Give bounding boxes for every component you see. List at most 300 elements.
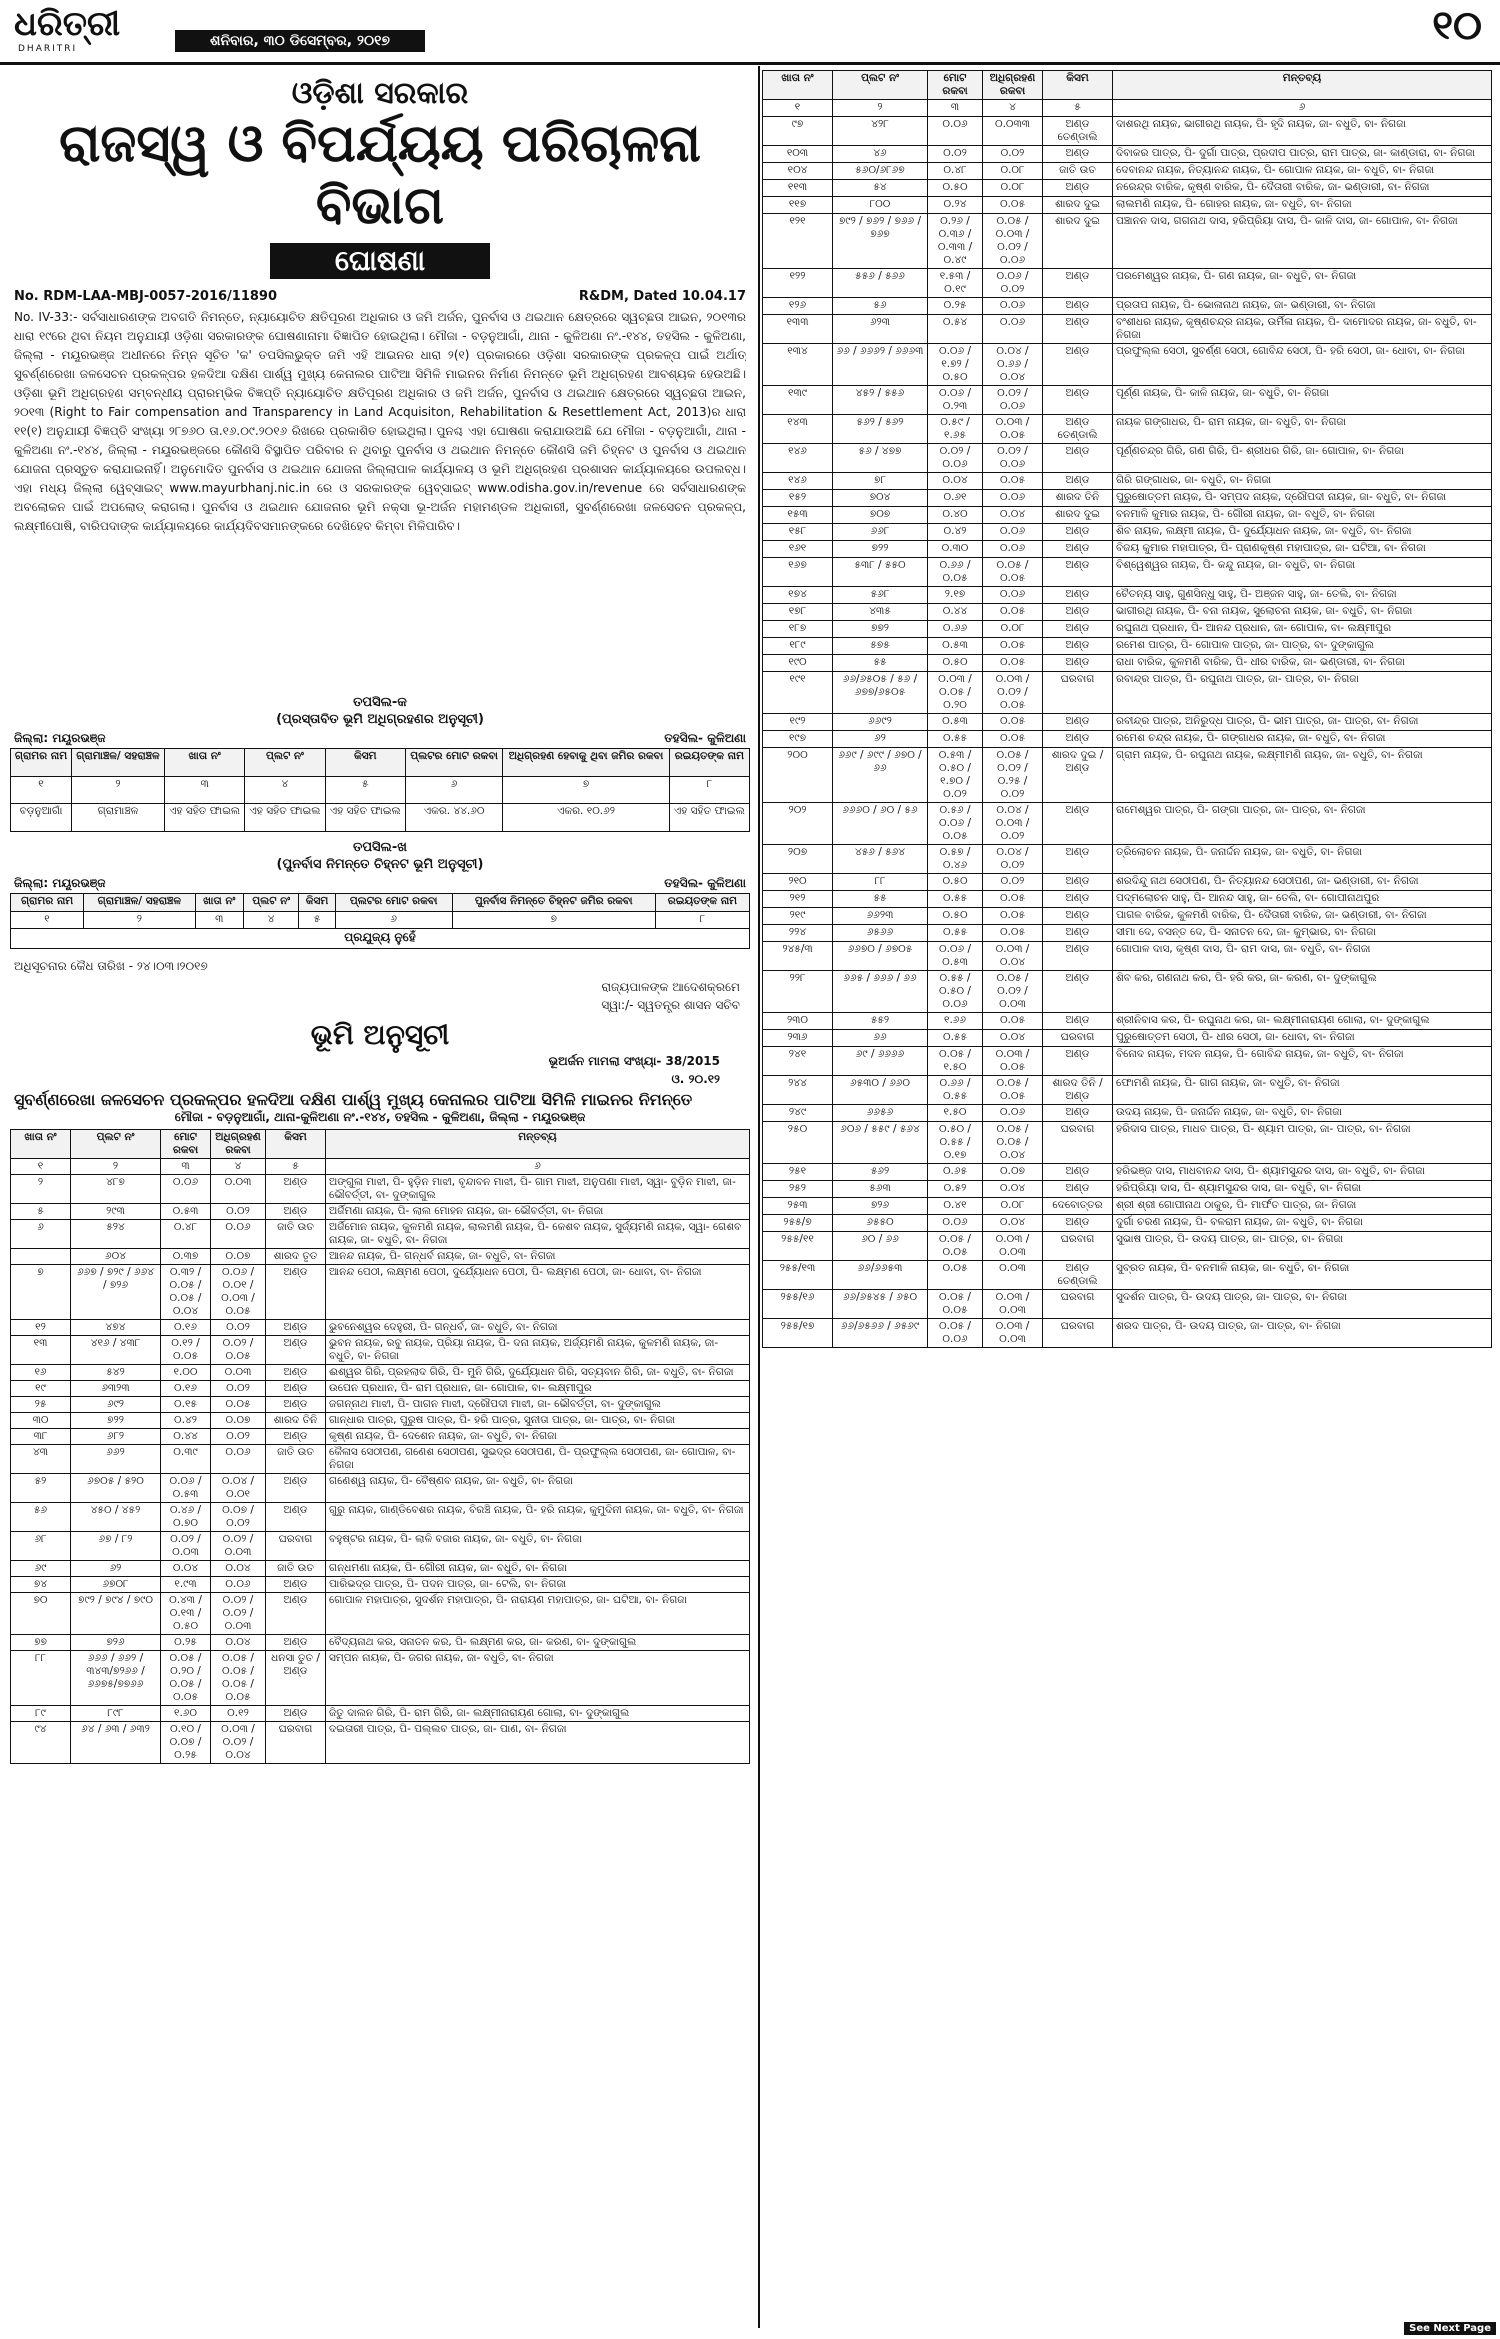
table-header: ଖାତା ନଂ	[11, 1130, 71, 1159]
table-cell: ଅଣ୍ଡ	[1043, 1105, 1113, 1122]
table-cell: ୦.୦୨	[928, 146, 983, 163]
table-cell: ଜିତୁ ଦାଲନ ଗିରି, ପି- ରାମ ଗିରି, ଜା- ଲକ୍ଷ୍ମୀନାରାୟଣ ଗୋଲା, ବା- ଦୁଙ୍କାଗୁଲ	[326, 1706, 750, 1722]
table-cell: ୦.୦୫ / ୦.୦୫	[983, 558, 1043, 587]
table-cell: ୬୭୦୫ / ୫୨୦	[71, 1474, 161, 1503]
table-cell: ୦.୦୩	[211, 1175, 266, 1204]
table-cell: ୦.୦୩ / ୦.୦୩	[983, 1232, 1043, 1261]
table-row	[11, 1381, 750, 1397]
table-row	[763, 507, 1492, 524]
table-cell: ୫୫	[833, 891, 928, 908]
table-row	[11, 1220, 750, 1249]
table-cell: ଅଣ୍ଡ	[1043, 621, 1113, 638]
table-cell: ୦.୪୬ / ୦.୭୦	[161, 1503, 211, 1532]
table-cell: ୦.୩୯	[161, 1445, 211, 1474]
table-cell: ୦.୦୨	[211, 1204, 266, 1220]
table-cell: ଉଦୟ ନାୟକ, ପି- ଜନାର୍ଦ୍ଦନ ନାୟକ, ଜା- ବଧୁତି, ବା- ନିଗଜା	[1113, 1105, 1492, 1122]
table-cell: ୬୯୨	[71, 1397, 161, 1413]
table-row	[763, 845, 1492, 874]
table-cell: ଈଶ୍ୱର ଗିରି, ପ୍ରହଲାଦ ଗିରି, ପି- ମୁନି ଗିରି, ଦୁର୍ଯ୍ୟୋଧନ ଗିରି, ସତ୍ୟବାନ ଗିରି, ଜା- ବଧୁତି, ବା- ନିଗଜା	[326, 1365, 750, 1381]
table-cell: ୨୪୧	[763, 1047, 833, 1076]
table-header: ଖାତା ନଂ	[763, 71, 833, 100]
table-cell: ୬୬ / ୬୬୬୨ / ୬୬୬୩	[833, 344, 928, 386]
table-cell: ଅଣ୍ଡ	[1043, 524, 1113, 541]
table-cell: ୦.୪୪	[161, 1429, 211, 1445]
table-cell: ଘରବାଗ	[266, 1722, 326, 1764]
table-cell: ୪୭୪	[71, 1320, 161, 1336]
table-cell: ୦.୦୨ / ୦.୦୬	[928, 444, 983, 473]
table-cell: ୦.୦୬	[211, 1445, 266, 1474]
right-table-number-row	[763, 100, 1492, 117]
table-cell: ୦.୦୪	[983, 1030, 1043, 1047]
table-cell: ୦.୦୩ / ୦.୦୪	[983, 942, 1043, 971]
table-header: ପ୍ଲଟ ନଂ	[833, 71, 928, 100]
table-row	[763, 621, 1492, 638]
table-cell: ୨୫୫/୧୩	[763, 1261, 833, 1290]
table-row	[11, 1651, 750, 1706]
table-cell: ୫୬୨	[833, 1164, 928, 1181]
table-cell: ୦.୦୩ / ୦.୦୩	[983, 1319, 1043, 1348]
table-cell: ୨୩୦	[763, 1013, 833, 1030]
table-cell: ୮୮	[11, 1651, 71, 1706]
table-cell: ୦.୧୬	[161, 1381, 211, 1397]
table-cell: ୦.୦୫	[983, 731, 1043, 748]
table-cell: ୦.୦୪ / ୦.୦୧	[211, 1474, 266, 1503]
table-cell: ୫୩୮ / ୫୫୦	[833, 558, 928, 587]
table-cell: ୦.୧୫	[161, 1397, 211, 1413]
table-cell: ୪୩	[11, 1445, 71, 1474]
schedule-b-na-row	[11, 929, 750, 949]
table-header: କିସମ	[299, 894, 335, 912]
table-row	[11, 1577, 750, 1593]
table-cell: ୫୪	[833, 180, 928, 197]
column-number: ୩	[164, 776, 244, 804]
table-cell: ୧.୦୦	[161, 1365, 211, 1381]
table-cell: ୪୫୨ / ୫୫୬	[833, 386, 928, 415]
table-cell: ସମ୍ପନ ନାୟକ, ପି- ଜଗର ନାୟକ, ଜା- ବଧୁତି, ବା- ନିଗଜା	[326, 1651, 750, 1706]
column-number: ୫	[299, 911, 335, 929]
table-cell: ୬୭ / ୮୨	[71, 1532, 161, 1561]
table-cell: ଘରବାଗ	[266, 1532, 326, 1561]
table-cell: ୫୨୪	[71, 1220, 161, 1249]
table-row	[763, 444, 1492, 473]
column-number: ୭	[503, 776, 669, 804]
table-cell: ଶାରଦ ତିନି	[266, 1413, 326, 1429]
table-cell: ୦.୦୫	[928, 1261, 983, 1290]
table-cell: ୦.୬୧	[928, 490, 983, 507]
table-cell: ୦.୩୦	[928, 541, 983, 558]
table-cell: ୫୬୨ / ୫୬୨	[833, 415, 928, 444]
table-cell: ଶରଦ ପାତ୍ର, ପି- ଉଦୟ ପାତ୍ର, ଜା- ପାତ୍ର, ବା- ନିଗଜା	[1113, 1319, 1492, 1348]
table-cell: ୦.୦୫ / ୦.୦୫	[983, 1076, 1043, 1105]
table-cell: ୦.୫୫	[928, 925, 983, 942]
table-cell: ୧୨୬	[763, 298, 833, 315]
table-cell: ୧୦୪	[763, 163, 833, 180]
table-cell: ଶ୍ରୀନିବାସ କର, ପି- ରଘୁନାଥ କର, ଜା- ଲକ୍ଷ୍ମୀନାରାୟଣ ଗୋଲା, ବା- ଦୁଙ୍କାଗୁଲ	[1113, 1013, 1492, 1030]
column-number: ୧	[11, 776, 72, 804]
table-cell: ଅଣ୍ଡ	[1043, 541, 1113, 558]
table-row	[763, 269, 1492, 298]
table-cell: ଦେବାନନ୍ଦ ନାୟକ, ନିତ୍ୟାନନ୍ଦ ନାୟକ, ପି- ଗୋପାଳ ନାୟକ, ଜା- ବଧୁତି, ବା- ନିଗଜା	[1113, 163, 1492, 180]
table-cell: ୬୬	[833, 1030, 928, 1047]
table-row	[11, 1336, 750, 1365]
table-cell: ଧନସା ତୁତ / ଅଣ୍ଡ	[266, 1651, 326, 1706]
table-cell: ୦.୦୭	[983, 1164, 1043, 1181]
table-header: ଗ୍ରାମର ନାମ	[11, 749, 72, 777]
table-cell: ଅଣ୍ଡ	[266, 1320, 326, 1336]
table-cell: ଅଣ୍ଡ	[1043, 146, 1113, 163]
table-cell: ୦.୦୫ / ୦.୦୫	[928, 1290, 983, 1319]
table-row	[11, 1265, 750, 1320]
table-cell: ୫	[11, 1204, 71, 1220]
table-cell: ପୁରୁଷୋତ୍ତମ ସେଠୀ, ପି- ଧୀର ସେଠୀ, ଜା- ଧୋବା, ବା- ନିଗଜା	[1113, 1030, 1492, 1047]
table-cell: ୨୫୩	[763, 1198, 833, 1215]
table-row	[763, 587, 1492, 604]
table-cell: ଶିବ ନାୟକ, ଲକ୍ଷ୍ମୀ ନାୟକ, ପି- ଦୁର୍ଯ୍ୟୋଧନ ନାୟକ, ଜା- ବଧୁତି, ବା- ନିଗଜା	[1113, 524, 1492, 541]
table-cell: ୦.୦୨ / ୦.୦୩	[161, 1532, 211, 1561]
table-cell: ୦.୦୬ / ୦.୦୧ / ୦.୦୩ / ୦.୦୫	[211, 1265, 266, 1320]
table-row	[763, 908, 1492, 925]
table-row	[763, 604, 1492, 621]
table-cell: ୦.୫୦	[928, 874, 983, 891]
table-cell: ୭୭୨	[833, 621, 928, 638]
table-row	[763, 473, 1492, 490]
table-cell: ରାଧା ବାରିକ, କୁଳମଣି ବାରିକ, ପି- ଧୀର ବାରିକ, ଜା- ଭଣ୍ଡାରୀ, ବା- ନିଗଜା	[1113, 655, 1492, 672]
table-cell: ୬୬୫ / ୬୬୬ / ୬୬	[833, 971, 928, 1013]
table-cell: ୨୫୫/୧୬	[763, 1290, 833, 1319]
table-cell: ରବୀନ୍ଦ୍ର ପାତ୍ର, ଅନିରୁଦ୍ଧ ପାତ୍ର, ପି- ଭୀମ ପାତ୍ର, ଜା- ପାତ୍ର, ବା- ନିଗଜା	[1113, 714, 1492, 731]
table-cell: ୦.୫୦	[928, 908, 983, 925]
table-header: ପୁନର୍ବାସ ନିମନ୍ତେ ଚିହ୍ନଟ ଜମିର ରକବା	[452, 894, 655, 912]
table-cell: ବିଜୟ କୁମାର ମହାପାତ୍ର, ପି- ପ୍ରାଣକୃଷ୍ଣ ମହାପାତ୍ର, ଜା- ଘଟିଆ, ବା- ନିଗଜା	[1113, 541, 1492, 558]
table-row	[763, 1181, 1492, 1198]
schedule-a-meta	[14, 731, 746, 746]
table-header: ଖାତା ନଂ	[164, 749, 244, 777]
land-schedule-title: ଭୂମି ଅନୁସୂଚୀ	[310, 1018, 450, 1051]
table-row	[763, 748, 1492, 803]
masthead	[0, 0, 1500, 65]
newspaper-logo: ଧରିତ୍ରୀ	[14, 4, 121, 44]
notice-heading: ଘୋଷଣା	[270, 243, 490, 279]
table-cell: ୬୦୬ / ୫୫୯ / ୫୬୪	[833, 1122, 928, 1164]
table-cell: ୫୨	[11, 1474, 71, 1503]
table-cell: ୭୨୨	[833, 541, 928, 558]
table-cell: ପାଗଳ ବାରିକ, କୁଳମଣି ବାରିକ, ପି- ଦୈତାରୀ ବାରିକ, ଜା- ଭଣ୍ଡାରୀ, ବା- ନିଗଜା	[1113, 908, 1492, 925]
table-cell: ୦.୦୬ / ୦.୫୩	[161, 1474, 211, 1503]
table-cell: ୦.୪୨	[161, 1413, 211, 1429]
table-row	[11, 1503, 750, 1532]
table-cell: ୦.୦୬	[983, 315, 1043, 344]
table-cell: ୦.୦୬	[928, 117, 983, 146]
table-row	[763, 1122, 1492, 1164]
table-cell: ୨୨୮	[763, 971, 833, 1013]
table-cell: ୨୦୨	[763, 803, 833, 845]
table-cell: ବନମାଳି କୁମାର ନାୟକ, ପି- ଗୌରୀ ନାୟକ, ଜା- ବଧୁତି, ବା- ନିଗଜା	[1113, 507, 1492, 524]
table-cell: ଅଣ୍ଡ	[1043, 908, 1113, 925]
table-cell: ୦.୧୦ / ୦.୦୭ / ୦.୨୫	[161, 1722, 211, 1764]
table-cell: ୧.୫୩ / ୦.୧୯	[928, 269, 983, 298]
table-cell: ଘରବାଗ	[1043, 1319, 1113, 1348]
table-cell: ୧୨	[11, 1320, 71, 1336]
table-cell: ୮୮	[833, 874, 928, 891]
table-row	[763, 1215, 1492, 1232]
table-cell: ୨୯୩	[71, 1204, 161, 1220]
table-cell: ୭୦୪	[833, 490, 928, 507]
case-number-sub: ଓ. ୨୦.୧୨	[671, 1072, 720, 1086]
table-cell: ୬୫୫୦	[833, 1215, 928, 1232]
table-cell: ୦.୦୩ / ୦.୦୨ / ୦.୦୫	[983, 672, 1043, 714]
column-number: ୨	[71, 1159, 161, 1175]
next-page-label: See Next Page	[1404, 2322, 1496, 2335]
table-cell: ୧୪୩	[763, 415, 833, 444]
table-header: ମୋଟ ରକବା	[161, 1130, 211, 1159]
table-cell: ଗୁରୁ ନାୟକ, ଗାଣ୍ଡିବେଶର ନାୟକ, ବିରଞ୍ଚି ନାୟକ, ପି- ହରି ନାୟକ, କୁମୁଦିନୀ ନାୟକ, ଜା- ବଧୁତି, ବା- ନିଗଜା	[326, 1503, 750, 1532]
table-cell: ୨୩୬	[763, 1030, 833, 1047]
table-cell: ଅଣ୍ଡ	[1043, 473, 1113, 490]
table-cell: ୨.୧୭	[928, 587, 983, 604]
table-cell: ୦.୦୩ / ୦.୦୩	[983, 1290, 1043, 1319]
left-column	[10, 70, 750, 1829]
schedule-a-table	[10, 748, 750, 832]
table-cell: ଅଣ୍ଡ ତେଣ୍ଡାଲି	[1043, 415, 1113, 444]
table-cell: ୦.୦୪	[161, 1561, 211, 1577]
table-cell: ୧୨୨	[763, 269, 833, 298]
table-cell: ୧୩୩	[763, 315, 833, 344]
table-cell: ୦.୦୨	[211, 1320, 266, 1336]
table-cell: ୫୫୨	[833, 1013, 928, 1030]
table-cell: ଅଣ୍ଡ	[1043, 1047, 1113, 1076]
table-cell: ଶାରଦ ତିନି / ଅଣ୍ଡ	[1043, 1076, 1113, 1105]
table-cell: ଅଣ୍ଡ	[266, 1365, 326, 1381]
table-cell: ୨୫	[11, 1397, 71, 1413]
table-cell: ୬୬୯୨	[833, 714, 928, 731]
column-number: ୧	[763, 100, 833, 117]
table-cell: ୦.୨୪	[928, 197, 983, 214]
table-cell: ଶାରଦ ଦୁଇ	[1043, 214, 1113, 269]
table-cell: ୦.୫୦ / ୦.୫୫ / ୦.୧୭	[928, 1122, 983, 1164]
table-cell: ୬୫୬୬	[833, 925, 928, 942]
table-cell: ୦.୦୮	[983, 163, 1043, 180]
table-cell: ୦.୦୩ / ୦.୦୫	[983, 415, 1043, 444]
table-cell: ୦.୦୨	[211, 1381, 266, 1397]
table-cell: ୧୬୭	[763, 558, 833, 587]
column-number: ୪	[245, 776, 325, 804]
table-cell: ଗଣେଶ୍ୱ ନାୟକ, ପି- ବୈଷ୍ଣବ ନାୟକ, ଜା- ବଧୁତି, ବା- ନିଗଜା	[326, 1474, 750, 1503]
table-cell: ୦.୫୩	[928, 638, 983, 655]
table-cell: ୫୬୩	[833, 1181, 928, 1198]
table-cell: ୦.୫୫	[928, 1030, 983, 1047]
table-cell: ୦.୩୨ / ୦.୦୫ / ୦.୦୫ / ୦.୦୪	[161, 1265, 211, 1320]
table-cell: ୧୧୭	[763, 197, 833, 214]
table-cell: ୦.୪୮	[161, 1220, 211, 1249]
table-cell: ୨୧୦	[763, 874, 833, 891]
table-cell: ଗୋପାଳ ଦାସ, କୃଷ୍ଣ ଦାସ, ପି- ରାମ ଦାସ, ଜା- ବଧୁତି, ବା- ନିଗଜା	[1113, 942, 1492, 971]
table-cell: ୧୯୨	[763, 714, 833, 731]
table-cell: ୦.୦୫	[983, 925, 1043, 942]
table-cell: ୧୪୬	[763, 444, 833, 473]
case-number: ଭୂଅର୍ଜନ ମାମଲା ସଂଖ୍ୟା- 38/2015	[548, 1054, 720, 1068]
table-cell: ଶାରଦ ଦୁଇ	[1043, 197, 1113, 214]
table-cell: ଅଣ୍ଡ	[1043, 925, 1113, 942]
table-cell: ହରିଦାସ ପାତ୍ର, ମାଧବ ପାତ୍ର, ପି- ଶ୍ୟାମ ପାତ୍ର, ଜା- ପାତ୍ର, ବା- ନିଗଜା	[1113, 1122, 1492, 1164]
table-row	[763, 541, 1492, 558]
table-cell: ୦.୦୫ / ୦.୦୨ / ୦.୨୫ / ୦.୦୨	[983, 748, 1043, 803]
table-cell: ୦.୦୬	[983, 298, 1043, 315]
table-row	[763, 891, 1492, 908]
schedule-b-header-row	[11, 894, 750, 912]
schedule-a-subtitle: (ପ୍ରସ୍ତାବିତ ଭୂମି ଅଧିଗ୍ରହଣର ଅନୁସୂଚୀ)	[276, 712, 484, 727]
table-cell: ଅଣ୍ଡ	[266, 1397, 326, 1413]
table-header: କିସମ	[1043, 71, 1113, 100]
table-cell: ସୀମା ଦେ, ବସନ୍ତ ଦେ, ପି- ସନାତନ ଦେ, ଜା- କୁମ୍ଭାର, ବା- ନିଗଜା	[1113, 925, 1492, 942]
table-cell: ଶ୍ରୀ ଶ୍ରୀ ଗୋପୀନାଥ ଠାକୁର, ପି- ମାର୍ଫତ ପାତ୍ର, ଜା- ନିଗଜା	[1113, 1198, 1492, 1215]
column-number: ୫	[1043, 100, 1113, 117]
table-cell: ୬୮୨	[71, 1429, 161, 1445]
table-header: ମନ୍ତବ୍ୟ	[1113, 71, 1492, 100]
table-cell: ୦.୦୩ / ୦.୦୫ / ୦.୨୦	[928, 672, 983, 714]
table-cell: ୦.୬୫	[928, 1164, 983, 1181]
table-cell: ୬୬୬୦ / ୬୦ / ୫୬	[833, 803, 928, 845]
table-cell: ୦.୦୩ / ୦.୦୫	[983, 1047, 1043, 1076]
table-cell: ଅଣ୍ଡ	[1043, 315, 1113, 344]
table-cell: ଅଣ୍ଡ	[1043, 891, 1113, 908]
table-cell: ୪୧୬ / ୪୩୮	[71, 1336, 161, 1365]
table-cell: ୬୬/୬୫୬୬ / ୬୫୬୯	[833, 1319, 928, 1348]
table-cell: ଶାରଦ ତୃତ	[266, 1249, 326, 1265]
table-header: ପ୍ଲଟର ମୋଟ ରକବା	[335, 894, 452, 912]
column-number: ୮	[669, 776, 749, 804]
table-cell: ନାୟକ ଗଙ୍ଗାଧର, ପି- ରାମ ନାୟକ, ଜା- ବଧୁତି, ବା- ନିଗଜା	[1113, 415, 1492, 444]
table-cell: ଅଣ୍ଡ	[266, 1706, 326, 1722]
table-cell: ୭୭	[11, 1635, 71, 1651]
table-cell: ୫୫୬ / ୫୬୬	[833, 269, 928, 298]
table-cell: ଘରବାଗ	[1043, 1122, 1113, 1164]
table-cell: ଏହ ସହିତ ଫାଇଲ	[325, 804, 405, 832]
table-cell: ୦.୦୨	[983, 146, 1043, 163]
table-row	[763, 117, 1492, 146]
column-number: ୨	[84, 911, 196, 929]
table-cell: ଏହ ସହିତ ଫାଇଲ	[164, 804, 244, 832]
table-cell: ୦.୦୬ / ୦.୦୨	[983, 269, 1043, 298]
table-row	[763, 1013, 1492, 1030]
table-cell: ଅଙ୍ଗୁଳା ମାଝୀ, ପି- ହୁଡ଼ିନ ମାଝୀ, ବୃନ୍ଦାବନ ମାଝୀ, ପି- ଗାମ ମାଝୀ, ଅନୁପଣା ମାଝୀ, ସ୍ୱା- ବୁଡ଼ିନ ମାଝୀ, ଜା- ଭୌବର୍ତ୍ତୀ, ବା- ଦୁଙ୍କାଗୁଲ	[326, 1175, 750, 1204]
table-row	[763, 298, 1492, 315]
table-cell: ୦.୦୫	[983, 655, 1043, 672]
table-cell: ୬୮	[11, 1532, 71, 1561]
right-column	[762, 70, 1492, 2320]
table-cell: ୦.୨୬ / ୦.୩୬ / ୦.୩୩ / ୦.୪୯	[928, 214, 983, 269]
table-cell: ଦଇତାରୀ ପାତ୍ର, ପି- ପଲ୍ଲବ ପାତ୍ର, ଜା- ପାଣ, ବା- ନିଗଜା	[326, 1722, 750, 1764]
table-cell: ଅର୍ଜିମୋନ ନାୟକ, କୁଳମଣି ନାୟକ, ଲାଲମଣି ନାୟକ, ପି- କେଶବ ନାୟକ, ସୁର୍ଜ୍ୟମଣି ନାୟକ, ସ୍ୱା- ଗେଶବ ନାୟକ, ଜା- ବଧୁତି, ବା- ନିଗଜା	[326, 1220, 750, 1249]
table-cell: ରବାନ୍ଦ୍ର ପାତ୍ର, ପି- ରଘୁନାଥ ପାତ୍ର, ଜା- ପାତ୍ର, ବା- ନିଗଜା	[1113, 672, 1492, 714]
schedule-b-table	[10, 893, 750, 949]
table-cell: ବିନୋଦ ନାୟକ, ମଦନ ନାୟକ, ପି- ଗୋବିନ୍ଦ ନାୟକ, ଜା- ବଧୁତି, ବା- ନିଗଜା	[1113, 1047, 1492, 1076]
table-cell: ୬୨	[833, 731, 928, 748]
project-name: ସୁବର୍ଣ୍ଣରେଖା ଜଳସେଚନ ପ୍ରକଳ୍ପର ହଳଦିଆ ଦକ୍ଷିଣ ପାର୍ଶ୍ୱ ମୁଖ୍ୟ କେନାଲର ପାଟିଆ ସିମିଳି ମାଇନର ନିମନ୍ତେ	[14, 1090, 693, 1109]
table-cell: ଏକର. ୪୪.୬୦	[405, 804, 502, 832]
table-cell: ୯୭	[763, 117, 833, 146]
table-cell: ଲାଲମଣି ନାୟକ, ପି- ଗୋହର ନାୟକ, ଜା- ବଧୁତି, ବା- ନିଗଜା	[1113, 197, 1492, 214]
table-cell: ଅଣ୍ଡ	[1043, 1215, 1113, 1232]
not-applicable-text: ପ୍ରଯୁଜ୍ୟ ନୁହେଁ	[11, 929, 750, 949]
table-cell: ୦.୦୪	[983, 1215, 1043, 1232]
table-cell: ୨୫୫/୧୭	[763, 1319, 833, 1348]
newspaper-logo-latin: DHARITRI	[18, 44, 78, 54]
table-cell: ୭	[11, 1265, 71, 1320]
table-row	[763, 180, 1492, 197]
table-cell: ଅଣ୍ଡ	[1043, 298, 1113, 315]
table-cell: ୦.୦୨ / ୦.୦୬	[983, 444, 1043, 473]
table-cell: ୦.୫୬ / ୦.୦୬ / ୦.୦୫	[928, 803, 983, 845]
schedule-b-title: ତପସିଲ-ଖ	[353, 840, 407, 855]
table-cell: ୦.୫୯ / ୧.୬୫	[928, 415, 983, 444]
table-cell: ଅଣ୍ଡ	[1043, 344, 1113, 386]
column-number: ୩	[928, 100, 983, 117]
table-cell: ୦.୪୪	[928, 604, 983, 621]
column-number: ୧	[11, 1159, 71, 1175]
table-row	[763, 1232, 1492, 1261]
table-cell: ୦.୦୪	[983, 1181, 1043, 1198]
table-cell: ୪୨୮	[833, 117, 928, 146]
table-cell: ୦.୦୨ / ୦.୦୫	[211, 1336, 266, 1365]
table-cell: ୦.୦୫	[983, 891, 1043, 908]
table-cell: ଘରବାଗ	[1043, 1232, 1113, 1261]
table-cell: ୦.୦୪	[983, 507, 1043, 524]
table-cell: ୦.୫୨	[928, 1181, 983, 1198]
table-cell: ୩୦	[11, 1413, 71, 1429]
table-cell: ଅଣ୍ଡ	[1043, 1013, 1113, 1030]
table-cell: ଅଣ୍ଡ	[1043, 731, 1113, 748]
table-cell: ୦.୦୪	[211, 1635, 266, 1651]
table-cell: ଅଣ୍ଡ	[266, 1577, 326, 1593]
table-cell: ୦.୦୫ / ୦.୦୫ / ୦.୦୪	[983, 1122, 1043, 1164]
table-cell: ୦.୦୬	[983, 490, 1043, 507]
table-cell: ୦.୦୫	[983, 638, 1043, 655]
table-cell: ରମେଶ ପାତ୍ର, ପି- ଗୋପାଳ ପାତ୍ର, ଜା- ପାତ୍ର, ବା- ଦୁଙ୍କାଗୁଲ	[1113, 638, 1492, 655]
table-cell: ଶିବ କର, ଗଣନାଥ କର, ପି- ହରି କର, ଜା- କରଣ, ବା- ଦୁଙ୍କାଗୁଲ	[1113, 971, 1492, 1013]
table-row	[763, 655, 1492, 672]
column-number: ୪	[243, 911, 298, 929]
table-cell: ୯୪	[11, 1722, 71, 1764]
table-cell: ଅଣ୍ଡ	[1043, 845, 1113, 874]
table-cell: ୪୫୦ / ୪୫୨	[71, 1503, 161, 1532]
table-cell: ୦.୦୬	[928, 1215, 983, 1232]
table-cell: ଘରବାଗ	[1043, 1290, 1113, 1319]
table-cell: ୦.୦୬	[983, 1105, 1043, 1122]
table-cell: ୦.୦୪	[211, 1561, 266, 1577]
schedule-a-number-row	[11, 776, 750, 804]
schedule-b-number-row	[11, 911, 750, 929]
column-number: ୬	[1113, 100, 1492, 117]
schedule-b-subtitle: (ପୁନର୍ବାସ ନିମନ୍ତେ ଚିହ୍ନଟ ଭୂମି ଅନୁସୂଚୀ)	[276, 857, 484, 872]
table-cell: ୦.୫୫ / ୦.୫୦ / ୦.୦୬	[928, 971, 983, 1013]
table-cell: ୬୬୫୬	[833, 1105, 928, 1122]
land-table-number-row	[11, 1159, 750, 1175]
table-row	[11, 1722, 750, 1764]
table-cell: ୦.୫୪	[928, 315, 983, 344]
table-cell: ଅଣ୍ଡ	[1043, 269, 1113, 298]
table-cell: ୦.୦୬	[161, 1175, 211, 1204]
column-number: ୪	[211, 1159, 266, 1175]
table-cell: ୦.୪୦	[928, 507, 983, 524]
table-cell: ୦.୦୪ / ୦.୦୨	[983, 845, 1043, 874]
table-cell: ୦.୫୩ / ୦.୫୦ / ୧.୭୦ / ୦.୦୨	[928, 748, 983, 803]
table-cell: ୦.୫୩	[161, 1204, 211, 1220]
schedule-a-title: ତପସିଲ-କ	[353, 695, 407, 710]
table-cell: ୧୮୯	[763, 638, 833, 655]
table-cell: ଦୁର୍ଗା ଚରଣ ନାୟକ, ପି- ବଳରାମ ନାୟକ, ଜା- ବଧୁତି, ବା- ନିଗଜା	[1113, 1215, 1492, 1232]
table-cell: ପାରିଭଦ୍ର ପାତ୍ର, ପି- ପଦନ ପାତ୍ର, ଜା- ଟେଲି, ବା- ନିଗଜା	[326, 1577, 750, 1593]
table-cell: ୦.୦୪ / ୦.୦୩ / ୦.୦୨	[983, 803, 1043, 845]
